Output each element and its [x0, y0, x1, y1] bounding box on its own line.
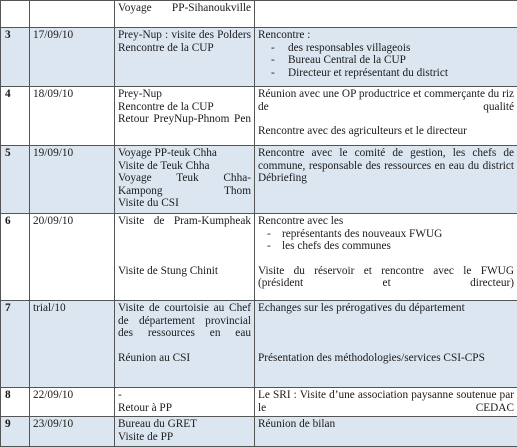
details-cell	[255, 214, 517, 301]
table-row	[1, 214, 517, 301]
details-line: Le SRI : Visite d’une association paysanne soutenue par le CEDAC	[258, 389, 514, 414]
details-cell	[255, 301, 517, 388]
activity-cell	[115, 1, 255, 28]
day-number: 8	[1, 388, 30, 417]
activity-line: Visite de courtoisie au Chef de département provincial des ressources en eau	[118, 302, 251, 340]
activity-line: Visite de Stung Chinit	[118, 265, 251, 278]
activity-line: Rencontre de la CUP	[118, 42, 251, 55]
activity-cell	[115, 28, 255, 87]
details-line: Visite du réservoir et rencontre avec le FWUG (président et directeur)	[258, 265, 514, 290]
table-row	[1, 87, 517, 146]
activity-cell	[115, 87, 255, 146]
table-row	[1, 28, 517, 87]
details-line: Echanges sur les prérogatives du département	[258, 302, 514, 315]
activity-cell	[115, 214, 255, 301]
day-number: 9	[1, 417, 30, 447]
activity-line: Prey-Nup	[118, 88, 251, 101]
activity-line: Réunion au CSI	[118, 352, 251, 365]
activity-line: Voyage PP-teuk Chha	[118, 147, 251, 160]
activity-cell	[115, 146, 255, 214]
activity-line: Visite du CSI	[118, 197, 251, 210]
details-line: Réunion avec une OP productrice et commerçante du riz de qualité	[258, 88, 514, 113]
details-cell	[255, 388, 517, 417]
table-row	[1, 417, 517, 447]
details-line: Réunion de bilan	[258, 418, 514, 431]
list-item: - représentants des nouveaux FWUG	[258, 228, 514, 241]
day-number: 4	[1, 87, 30, 146]
date-cell: 22/09/10	[30, 388, 115, 417]
day-number: 5	[1, 146, 30, 214]
details-line: Rencontre avec le comité de gestion, les chefs de commune, responsable des ressources en eau du district	[258, 147, 514, 172]
details-cell	[255, 1, 517, 28]
details-intro: Rencontre :	[258, 29, 514, 42]
activity-line: Visite de Pram-Kumpheak	[118, 215, 251, 228]
details-intro: Rencontre avec les	[258, 215, 514, 228]
day-number: 7	[1, 301, 30, 388]
date-cell: 19/09/10	[30, 146, 115, 214]
day-number: 6	[1, 214, 30, 301]
details-line: Rencontre avec des agriculteurs et le directeur	[258, 125, 514, 138]
activity-cell	[115, 417, 255, 447]
day-number	[1, 1, 30, 28]
date-cell	[30, 1, 115, 28]
activity-line: Bureau du GRET	[118, 418, 251, 431]
day-number: 3	[1, 28, 30, 87]
date-cell: trial/10	[30, 301, 115, 388]
activity-line: Rencontre de la CUP	[118, 101, 251, 114]
date-cell: 18/09/10	[30, 87, 115, 146]
activity-line: -	[118, 389, 251, 402]
activity-line: Visite de Teuk Chha	[118, 160, 251, 173]
details-cell	[255, 87, 517, 146]
details-line: Débriefing	[258, 172, 514, 185]
activity-line: Prey-Nup : visite des Polders	[118, 29, 251, 42]
activity-line: Retour à PP	[118, 402, 251, 415]
list-item: - les chefs des communes	[258, 240, 514, 253]
date-cell: 17/09/10	[30, 28, 115, 87]
activity-cell	[115, 301, 255, 388]
activity-line: Retour PreyNup-Phnom Pen	[118, 113, 251, 126]
table-row	[1, 146, 517, 214]
activity-cell	[115, 388, 255, 417]
list-item: - Bureau Central de la CUP	[258, 54, 514, 67]
activity-line: Visite de PP	[118, 431, 251, 444]
date-cell: 23/09/10	[30, 417, 115, 447]
activity-line: Voyage Teuk Chha-Kampong Thom	[118, 172, 251, 197]
list-item: - des responsables villageois	[258, 42, 514, 55]
table-row	[1, 1, 517, 28]
list-item: - Directeur et représentant du district	[258, 67, 514, 80]
details-cell	[255, 146, 517, 214]
table-row	[1, 301, 517, 388]
activity-line: Voyage PP-Sihanoukville	[118, 2, 251, 15]
details-cell	[255, 28, 517, 87]
details-cell	[255, 417, 517, 447]
date-cell: 20/09/10	[30, 214, 115, 301]
details-list	[258, 42, 514, 80]
details-list	[258, 228, 514, 253]
table-row	[1, 388, 517, 417]
details-line: Présentation des méthodologies/services CSI-CPS	[258, 352, 514, 365]
